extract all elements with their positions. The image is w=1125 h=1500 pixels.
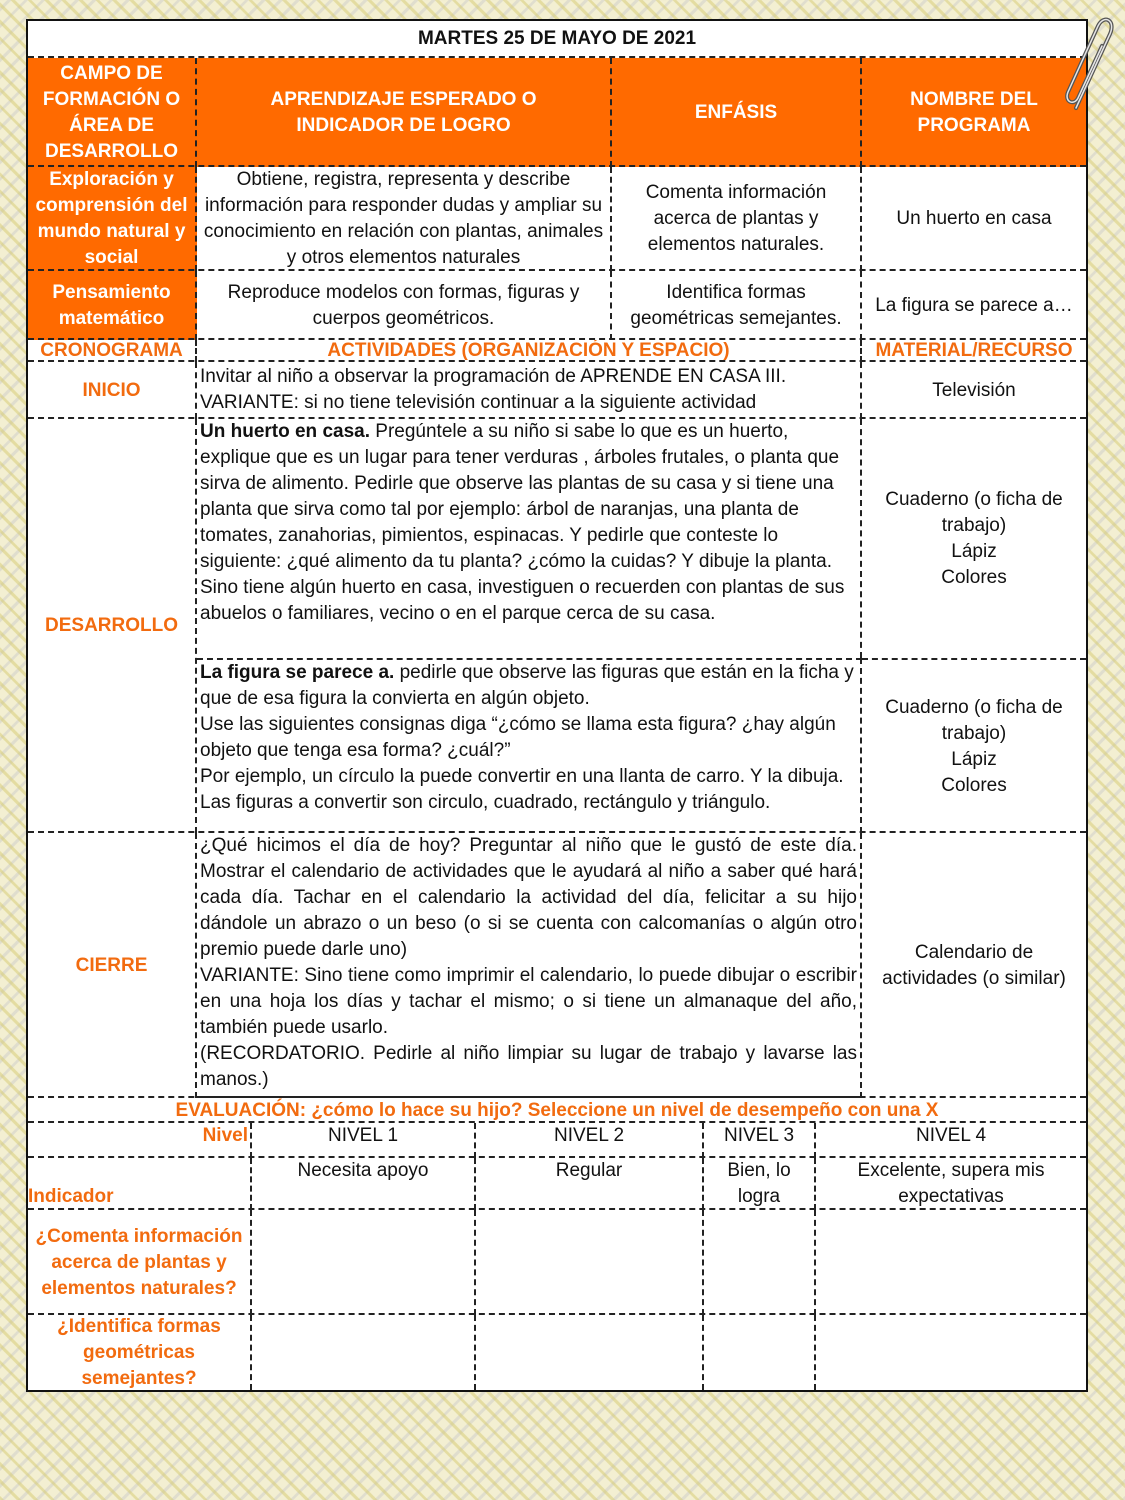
desarrollo-activity-2: La figura se parece a. pedirle que observe las figuras que están en la ficha y que de esa figura la convierta en algún objeto. Use las siguientes consignas diga “¿cómo se llama esta figura? ¿hay algún objeto que tenga esa forma? ¿cuál?” Por ejemplo, un círculo la puede convertir en una llanta de carro. Y la dibuja. Las figuras a convertir son circulo, cuadrado, rectángulo y triángulo. <box>197 658 862 833</box>
figura-text: La figura se parece a. pedirle que observe las figuras que están en la ficha y que de esa figura la convierta en algún objeto. <box>200 662 854 709</box>
inicio-label: INICIO <box>28 362 197 419</box>
indicator-2-level-1-cell[interactable] <box>252 1315 476 1390</box>
indicator-1-level-2-cell[interactable] <box>476 1210 704 1315</box>
huerto-title: Un huerto en casa. <box>200 421 370 442</box>
planning-sheet <box>26 19 1088 1392</box>
nivel-row <box>28 1121 1086 1158</box>
level-4: NIVEL 4 <box>915 1125 987 1146</box>
nivel-label: Nivel <box>28 1123 252 1158</box>
level-2: NIVEL 2 <box>476 1123 704 1158</box>
indicator-row-1 <box>28 1208 1086 1315</box>
desarrollo-activity-1 <box>197 419 862 658</box>
cierre-material: Calendario de actividades (o similar) <box>882 941 1066 989</box>
aprendizaje-2: Reproduce modelos con formas, figuras y cuerpos geométricos. <box>197 271 612 340</box>
indicator-1-level-4-cell[interactable] <box>816 1210 1086 1315</box>
date-title: MARTES 25 DE MAYO DE 2021 <box>417 27 697 49</box>
level-1: NIVEL 1 <box>252 1123 476 1158</box>
cierre-label: CIERRE <box>28 833 197 1098</box>
indicator-2-level-4-cell[interactable] <box>816 1315 1086 1390</box>
level-3: NIVEL 3 <box>704 1123 816 1158</box>
figura-title: La figura se parece a. <box>200 662 395 683</box>
desarrollo-row <box>28 417 1086 833</box>
desarrollo-label: DESARROLLO <box>28 419 197 833</box>
cierre-row <box>28 831 1086 1098</box>
material-header: MATERIAL/RECURSO <box>875 340 1073 361</box>
inicio-line-1: Invitar al niño a observar la programación de APRENDE EN CASA III. <box>200 366 787 387</box>
descriptor-1: Necesita apoyo <box>252 1158 476 1210</box>
huerto-text: Un huerto en casa. Pregúntele a su niño si sabe lo que es un huerto, explique que es un lugar para tener verduras , árboles frutales, o planta que sirva de alimento. Pedirle que observe las plantas de su casa y si tiene una planta que sirva como tal por ejemplo: árbol de naranjas, una planta de tomates, zanahorias, pimientos, espinacas. Y pedirle que conteste lo siguiente: ¿qué alimento da tu planta? ¿cómo la cuidas? Y dibuje la planta. <box>200 421 840 572</box>
header-programa: NOMBRE DEL PROGRAMA <box>862 58 1086 167</box>
inicio-row <box>28 360 1086 419</box>
indicator-1: ¿Comenta información acerca de plantas y elementos naturales? <box>28 1210 252 1315</box>
descriptor-2: Regular <box>476 1158 704 1210</box>
header-campo: CAMPO DE FORMACIÓN O ÁREA DE DESARROLLO <box>28 58 197 167</box>
inicio-line-2: VARIANTE: si no tiene televisión continuar a la siguiente actividad <box>200 392 757 413</box>
programa-2: La figura se parece a… <box>875 294 1073 316</box>
indicator-2: ¿Identifica formas geométricas semejantes? <box>28 1315 252 1390</box>
indicator-2-level-2-cell[interactable] <box>476 1315 704 1390</box>
campo-row-2 <box>28 269 1086 340</box>
desarrollo-material-2: Cuaderno (o ficha de trabajo) Lápiz Colores <box>862 658 1086 833</box>
cierre-activity: ¿Qué hicimos el día de hoy? Preguntar al niño que le gustó de este día. Mostrar el calendario de actividades que le ayudará al niño a saber qué hará cada día. Tachar en el calendario la actividad del día, felicitar a su hijo dándole un abrazo o un beso (o si se cuenta con calcomanías o algún otro premio puede darle uno) VARIANTE: Sino tiene como imprimir el calendario, lo puede dibujar o escribir en una hoja los días y tachar el mismo; o si tiene un almanaque del año, también puede usarlo. (RECORDATORIO. Pedirle al niño limpiar su lugar de trabajo y lavarse las manos.) <box>197 833 862 1098</box>
evaluacion-title: EVALUACIÓN: ¿cómo lo hace su hijo? Seleccione un nivel de desempeño con una X <box>175 1099 939 1121</box>
header-enfasis: ENFÁSIS <box>612 58 862 167</box>
huerto-text-2: Sino tiene algún huerto en casa, investiguen o recuerden con plantas de sus abuelos o familiares, vecino o en el parque cerca de su casa. <box>200 577 845 624</box>
desarrollo-material-1: Cuaderno (o ficha de trabajo) Lápiz Colores <box>885 488 1063 588</box>
descriptor-3: Bien, lo logra <box>704 1158 816 1210</box>
indicator-1-level-1-cell[interactable] <box>252 1210 476 1315</box>
paperclip-icon <box>1058 12 1125 122</box>
programa-1: Un huerto en casa <box>896 208 1052 229</box>
header-aprendizaje: APRENDIZAJE ESPERADO O INDICADOR DE LOGRO <box>197 58 612 167</box>
indicator-2-level-3-cell[interactable] <box>704 1315 816 1390</box>
campo-row-1 <box>28 165 1086 271</box>
indicador-label: Indicador <box>28 1158 252 1210</box>
descriptor-row <box>28 1156 1086 1210</box>
evaluacion-title-row <box>28 1096 1086 1123</box>
header-row <box>28 56 1086 167</box>
inicio-material: Televisión <box>932 379 1016 401</box>
campo-exploracion: Exploración y comprensión del mundo natural y social <box>28 167 197 271</box>
indicator-1-level-3-cell[interactable] <box>704 1210 816 1315</box>
inicio-activity <box>197 362 862 419</box>
campo-pensamiento: Pensamiento matemático <box>28 271 197 340</box>
descriptor-4: Excelente, supera mis expectativas <box>857 1160 1045 1207</box>
date-title-row <box>28 21 1086 56</box>
enfasis-2: Identifica formas geométricas semejantes. <box>612 271 862 340</box>
activities-header-row <box>28 338 1086 362</box>
enfasis-1: Comenta información acerca de plantas y elementos naturales. <box>612 167 862 271</box>
aprendizaje-1: Obtiene, registra, representa y describe información para responder dudas y ampliar su conocimiento en relación con plantas, animales y otros elementos naturales <box>197 167 612 271</box>
cronograma-header: CRONOGRAMA <box>28 340 197 362</box>
indicator-row-2 <box>28 1313 1086 1390</box>
actividades-header: ACTIVIDADES (ORGANIZACIÓN Y ESPACIO) <box>197 340 862 362</box>
